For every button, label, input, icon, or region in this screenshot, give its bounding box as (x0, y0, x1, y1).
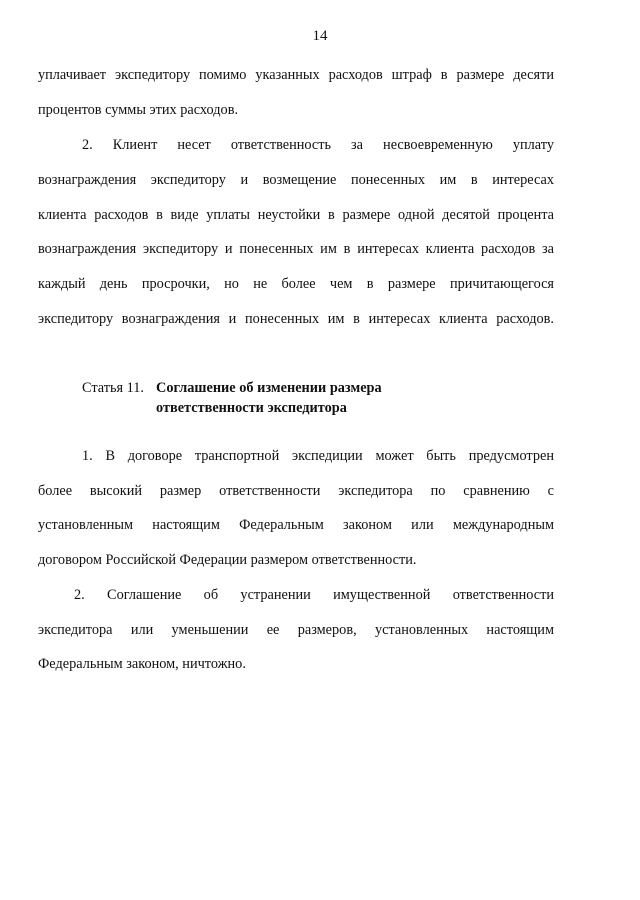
paragraph-line: вознаграждения экспедитору и возмещение понесенных им в интересах (38, 172, 554, 188)
paragraph-line: Федеральным законом, ничтожно. (38, 656, 246, 672)
paragraph-line: процентов суммы этих расходов. (38, 102, 239, 118)
paragraph-line: уплачивает экспедитору помимо указанных расходов штраф в размере десяти (38, 67, 554, 83)
paragraph-line: вознаграждения экспедитору и понесенных им в интересах клиента расходов за (38, 241, 554, 257)
paragraph-line: 1. В договоре транспортной экспедиции может быть предусмотрен (82, 448, 554, 464)
page-number: 14 (312, 28, 328, 44)
paragraph-line: каждый день просрочки, но не более чем в размере причитающегося (38, 276, 554, 292)
paragraph-line: клиента расходов в виде уплаты неустойки в размере одной десятой процента (38, 207, 554, 223)
paragraph-line: 2. Клиент несет ответственность за несвоевременную уплату (82, 137, 554, 153)
article-title-line: ответственности экспедитора (156, 400, 347, 416)
article-title (156, 378, 382, 418)
paragraph-line: более высокий размер ответственности экспедитора по сравнению с (38, 483, 554, 499)
paragraph-line: договором Российской Федерации размером ответственности. (38, 552, 417, 568)
article-title-line: Соглашение об изменении размера (156, 380, 382, 396)
paragraph-line: экспедитора или уменьшении ее размеров, установленных настоящим (38, 622, 554, 638)
paragraph-line: экспедитору вознаграждения и понесенных им в интересах клиента расходов. (38, 311, 554, 327)
article-label: Статья 11. (82, 380, 145, 396)
paragraph-line: установленным настоящим Федеральным законом или международным (38, 517, 554, 533)
paragraph-line: 2. Соглашение об устранении имущественной ответственности (74, 587, 554, 603)
